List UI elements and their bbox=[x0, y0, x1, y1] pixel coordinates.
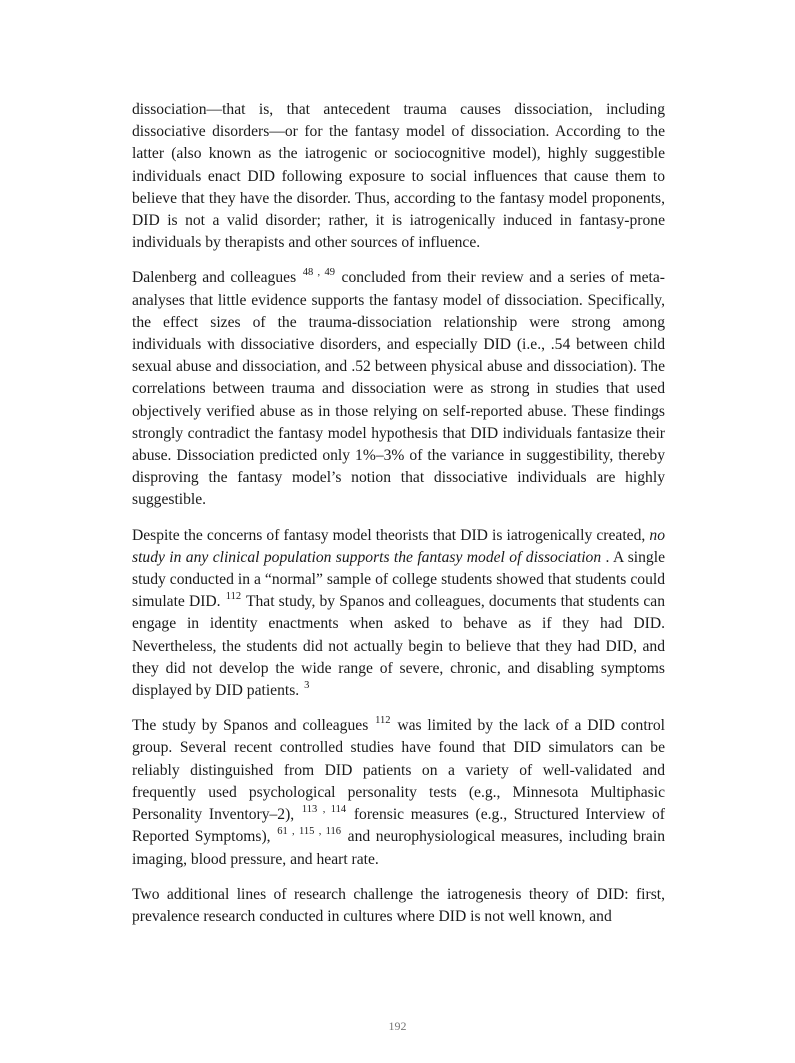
citation-superscript: 48 , 49 bbox=[302, 267, 335, 279]
text-segment: Dalenberg and colleagues bbox=[132, 269, 302, 287]
text-segment: was limited by the lack of a DID control group. Several recent controlled studies have found that DID simulators can be reliably distinguished from DID patients on a variety of well-validated and frequently used psychological personality tests (e.g., Minnesota Multiphasic Personality Inventory–2), bbox=[132, 717, 665, 824]
paragraph-5 bbox=[132, 884, 665, 928]
text-segment: and neurophysiological measures, including brain imaging, blood pressure, and heart rate. bbox=[132, 828, 665, 868]
text-segment: Despite the concerns of fantasy model theorists that DID is iatrogenically created, bbox=[132, 526, 650, 544]
citation-superscript: 61 , 115 , 116 bbox=[277, 826, 342, 838]
document-body bbox=[132, 99, 665, 941]
paragraph-1 bbox=[132, 99, 665, 254]
citation-superscript: 113 , 114 bbox=[301, 804, 347, 816]
text-segment: dissociation—that is, that antecedent trauma causes dissociation, including dissociative disorders—or for the fantasy model of dissociation. According to the latter (also known as the iatrogenic or sociocognitive model), highly suggestible individuals enact DID following exposure to social influences that cause them to believe that they have the disorder. Thus, according to the fantasy model proponents, DID is not a valid disorder; rather, it is iatrogenically induced in fantasy-prone individuals by therapists and other sources of influence. bbox=[132, 101, 665, 252]
text-segment: That study, by Spanos and colleagues, documents that students can engage in identity enactments when asked to behave as if they had DID. Nevertheless, the students did not actually begin to believe that they had DID, and they did not develop the wide range of severe, chronic, and disabling symptoms displayed by DID patients. bbox=[132, 593, 665, 700]
text-segment: Two additional lines of research challenge the iatrogenesis theory of DID: first, prevalence research conducted in cultures where DID is not well known, and bbox=[132, 885, 665, 925]
emphasized-text: no study in any clinical population supports the fantasy model of dissociation bbox=[132, 526, 665, 566]
text-segment: The study by Spanos and colleagues bbox=[132, 717, 375, 735]
text-segment: forensic measures (e.g., Structured Interview of Reported Symptoms), bbox=[132, 806, 665, 846]
citation-superscript: 112 bbox=[375, 715, 391, 727]
citation-superscript: 3 bbox=[304, 680, 310, 692]
page-number: 192 bbox=[388, 1019, 407, 1033]
paragraph-3 bbox=[132, 525, 665, 703]
citation-superscript: 112 bbox=[225, 591, 242, 603]
text-segment: concluded from their review and a series of meta-analyses that little evidence supports the fantasy model of dissociation. Specifically, the effect sizes of the trauma-dissociation relationship were strong among individuals with dissociative disorders, and especially DID (i.e., .54 between child sexual abuse and dissociation, and .52 between physical abuse and dissociation). The correlations between trauma and dissociation were as strong in studies that used objectively verified abuse as in those relying on self-reported abuse. These findings strongly contradict the fantasy model hypothesis that DID individuals fantasize their abuse. Dissociation predicted only 1%–3% of the variance in suggestibility, thereby disproving the fantasy model’s notion that dissociative individuals are highly suggestible. bbox=[132, 269, 665, 509]
paragraph-2 bbox=[132, 267, 665, 511]
paragraph-4 bbox=[132, 715, 665, 870]
text-segment: . A single study conducted in a “normal” sample of college students showed that students could simulate DID. bbox=[132, 548, 665, 611]
